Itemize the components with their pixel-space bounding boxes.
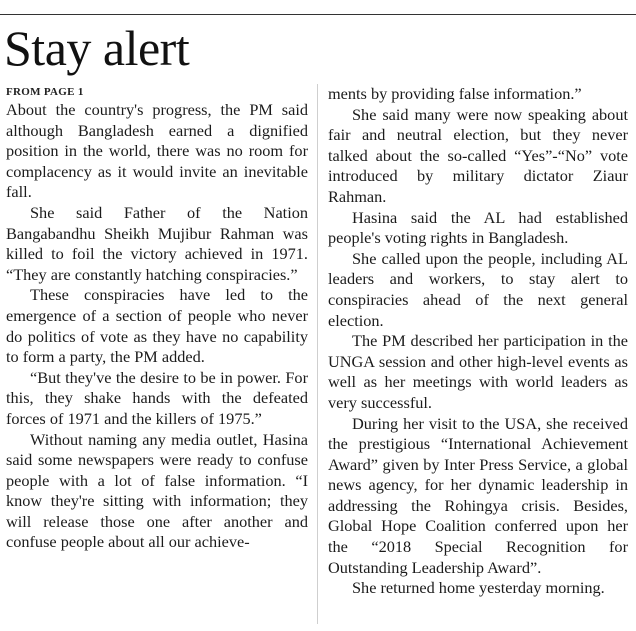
- paragraph: These conspiracies have led to the emergence of a section of people who never do politics of vote as they have no capability to form a party, the PM added.: [6, 285, 308, 367]
- header-rule: [0, 14, 636, 15]
- left-column: [6, 100, 308, 553]
- right-column: [328, 84, 628, 599]
- paragraph: ments by providing false information.”: [328, 84, 582, 103]
- previous-article-cutoff: [0, 0, 636, 6]
- paragraph: About the country's progress, the PM said although Bangladesh earned a dignified position in the world, there was no room for complacency as it would invite an inevitable fall.: [6, 100, 308, 202]
- paragraph: She returned home yesterday morning.: [352, 578, 605, 598]
- paragraph: Without naming any media outlet, Hasina said some newspapers were ready to confuse people with a lot of false information. “I know they're sitting with information; they will release those one after another and confuse people about all our achieve-: [6, 429, 308, 552]
- paragraph: The PM described her participation in the UNGA session and other high-level events as well as her meetings with world leaders as very successful.: [328, 331, 628, 412]
- paragraph: “But they've the desire to be in power. For this, they shake hands with the defeated forces of 1971 and the killers of 1975.”: [6, 367, 308, 428]
- paragraph: She called upon the people, including AL leaders and workers, to stay alert to conspiracies ahead of the next general election.: [328, 248, 628, 330]
- paragraph: During her visit to the USA, she received the prestigious “International Achievement Award” given by Inter Press Service, a global news agency, for her dynamic leadership in addressing the Rohingya crisis. Besides, Global Hope Coalition conferred upon her the “2018 Special Recognition for Outstanding Leadership Award”.: [328, 413, 628, 577]
- paragraph: She said many were now speaking about fair and neutral election, but they never talked about the so-called “Yes”-“No” vote introduced by military dictator Ziaur Rahman.: [328, 104, 628, 206]
- paragraph: Hasina said the AL had established people's voting rights in Bangladesh.: [328, 207, 628, 248]
- column-divider: [317, 84, 318, 624]
- continuation-kicker: FROM PAGE 1: [6, 86, 84, 98]
- headline: Stay alert: [4, 20, 190, 76]
- paragraph: She said Father of the Nation Bangabandhu Sheikh Mujibur Rahman was killed to foil the victory achieved in 1971. “They are constantly hatching conspiracies.”: [6, 202, 308, 284]
